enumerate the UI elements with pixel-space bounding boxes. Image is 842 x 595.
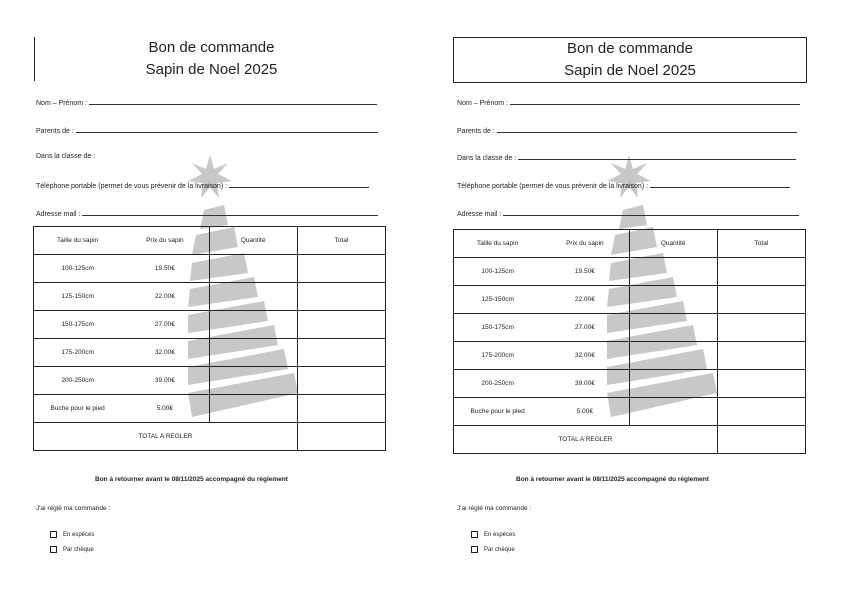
total-label: TOTAL A REGLER [454,426,718,454]
header-price: Prix du sapin [541,230,629,258]
class-label: Dans la classe de : [457,155,517,162]
return-note: Bon à retourner avant le 08/11/2025 accompagné du règlement [95,476,288,483]
row-size: 175-200cm [34,339,122,367]
table-row [34,339,386,367]
table-row [454,286,806,314]
header-quantity: Quantité [629,230,717,258]
checkbox-icon[interactable] [471,531,478,538]
table-row [454,398,806,426]
row-total-cell[interactable] [297,367,385,395]
row-price: 22.00€ [541,286,629,314]
name-label: Nom – Prénom : [36,100,87,107]
header-size: Taille du sapin [454,230,542,258]
table-row [454,370,806,398]
row-size: 175-200cm [454,342,542,370]
grand-total-cell[interactable] [717,426,805,454]
row-size: Buche pour le pied [34,395,122,423]
row-total-cell[interactable] [297,395,385,423]
class-field[interactable] [36,152,95,161]
phone-label: Téléphone portable (permet de vous prévenir de la livraison) : [36,183,228,190]
row-total-cell[interactable] [717,342,805,370]
payment-option-cash[interactable] [471,531,515,538]
total-row [34,423,386,451]
payment-option-label: En espèces [484,532,516,539]
checkbox-icon[interactable] [50,531,57,538]
grand-total-cell[interactable] [297,423,385,451]
row-quantity-cell[interactable] [209,283,297,311]
parents-label: Parents de : [457,128,495,135]
payment-label: J'ai réglé ma commande : [457,505,532,512]
table-row [34,255,386,283]
email-field[interactable] [36,208,378,219]
parents-field[interactable] [457,125,797,136]
row-quantity-cell[interactable] [629,286,717,314]
phone-field[interactable] [457,180,790,191]
row-price: 32.00€ [121,339,209,367]
header-total: Total [297,227,385,255]
row-total-cell[interactable] [297,283,385,311]
header-total: Total [717,230,805,258]
class-field[interactable] [457,152,796,163]
row-price: 27.00€ [541,314,629,342]
row-quantity-cell[interactable] [629,370,717,398]
row-price: 32.00€ [541,342,629,370]
row-size: 125-150cm [454,286,542,314]
table-header-row [454,230,806,258]
row-size: 150-175cm [454,314,542,342]
header-quantity: Quantité [209,227,297,255]
form-header [453,37,807,83]
table-row [34,395,386,423]
name-label: Nom – Prénom : [457,100,508,107]
row-size: 150-175cm [34,311,122,339]
header-price: Prix du sapin [121,227,209,255]
payment-option-cheque[interactable] [471,546,515,553]
row-total-cell[interactable] [717,370,805,398]
row-price: 19.50€ [121,255,209,283]
payment-option-cheque[interactable] [50,546,94,553]
row-price: 39.00€ [121,367,209,395]
row-total-cell[interactable] [717,258,805,286]
row-quantity-cell[interactable] [629,258,717,286]
row-quantity-cell[interactable] [209,339,297,367]
row-quantity-cell[interactable] [629,398,717,426]
row-price: 39.00€ [541,370,629,398]
checkbox-icon[interactable] [50,546,57,553]
row-quantity-cell[interactable] [209,367,297,395]
checkbox-icon[interactable] [471,546,478,553]
payment-option-label: Par chèque [484,547,515,554]
name-field[interactable] [457,97,800,108]
total-row [454,426,806,454]
form-title: Bon de commande [567,40,693,57]
row-size: 100-125cm [34,255,122,283]
email-label: Adresse mail : [457,211,502,218]
form-subtitle: Sapin de Noel 2025 [145,61,278,78]
star-icon [188,155,232,198]
row-quantity-cell[interactable] [209,255,297,283]
row-size: 200-250cm [454,370,542,398]
parents-field[interactable] [36,125,378,136]
table-row [454,258,806,286]
parents-label: Parents de : [36,128,74,135]
email-label: Adresse mail : [36,211,81,218]
table-row [34,311,386,339]
row-size: 125-150cm [34,283,122,311]
phone-field[interactable] [36,180,369,191]
order-table [33,226,386,451]
form-title: Bon de commande [148,39,275,56]
row-total-cell[interactable] [717,286,805,314]
table-row [34,367,386,395]
total-label: TOTAL A REGLER [34,423,298,451]
row-total-cell[interactable] [297,255,385,283]
row-total-cell[interactable] [297,311,385,339]
order-form-right [421,0,842,595]
row-price: 19.50€ [541,258,629,286]
table-row [454,314,806,342]
row-quantity-cell[interactable] [629,314,717,342]
name-field[interactable] [36,97,377,108]
order-table [453,229,806,454]
row-price: 5.00€ [121,395,209,423]
row-size: 200-250cm [34,367,122,395]
form-subtitle: Sapin de Noel 2025 [564,62,696,79]
row-total-cell[interactable] [717,398,805,426]
payment-option-label: En espèces [63,532,95,539]
payment-option-cash[interactable] [50,531,94,538]
payment-option-label: Par chèque [63,547,94,554]
class-label: Dans la classe de : [36,153,96,160]
row-quantity-cell[interactable] [209,395,297,423]
table-header-row [34,227,386,255]
table-row [454,342,806,370]
email-field[interactable] [457,208,799,219]
row-total-cell[interactable] [297,339,385,367]
payment-label: J'ai réglé ma commande : [36,505,111,512]
row-price: 22.00€ [121,283,209,311]
row-quantity-cell[interactable] [209,311,297,339]
table-row [34,283,386,311]
header-size: Taille du sapin [34,227,122,255]
row-quantity-cell[interactable] [629,342,717,370]
row-size: Buche pour le pied [454,398,542,426]
row-size: 100-125cm [454,258,542,286]
phone-label: Téléphone portable (permet de vous prévenir de la livraison) : [457,183,649,190]
return-note: Bon à retourner avant le 08/11/2025 accompagné du règlement [516,476,709,483]
row-price: 5.00€ [541,398,629,426]
row-price: 27.00€ [121,311,209,339]
row-total-cell[interactable] [717,314,805,342]
form-header [34,37,388,81]
